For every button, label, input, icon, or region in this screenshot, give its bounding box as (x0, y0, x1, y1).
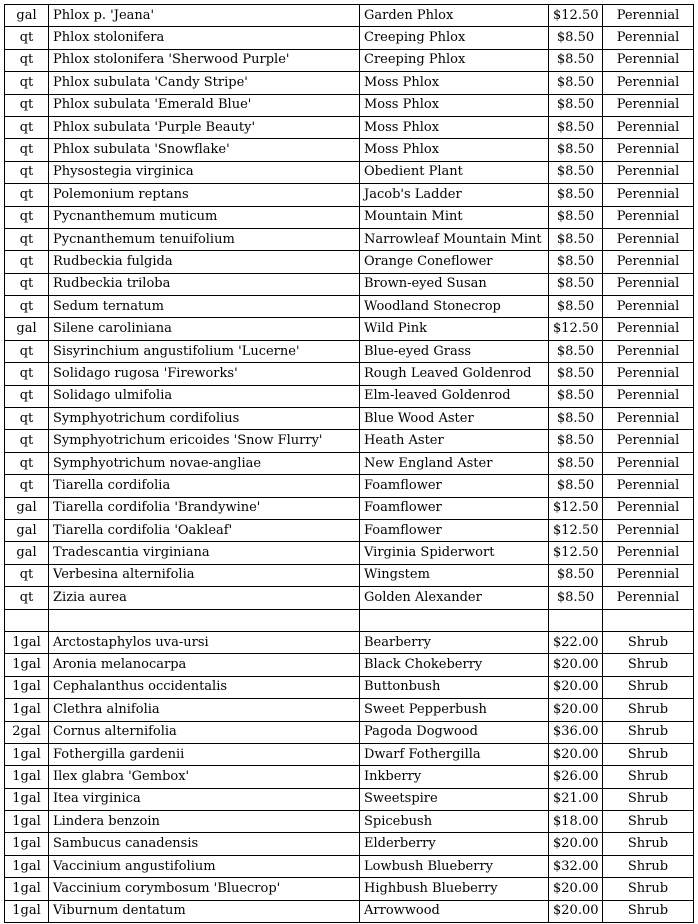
common-name-cell: Inkberry (360, 766, 549, 788)
price-cell: $8.50 (549, 564, 603, 586)
plant-type-cell: Perennial (603, 519, 694, 541)
price-cell: $8.50 (549, 27, 603, 49)
botanical-name-cell: Ilex glabra 'Gembox' (49, 766, 360, 788)
table-row (5, 228, 694, 250)
table-row (5, 206, 694, 228)
plant-type-cell: Perennial (603, 363, 694, 385)
price-cell: $18.00 (549, 811, 603, 833)
botanical-name-cell: Aronia melanocarpa (49, 654, 360, 676)
common-name-cell: Elm-leaved Goldenrod (360, 385, 549, 407)
botanical-name-cell: Silene caroliniana (49, 318, 360, 340)
plant-type-cell: Shrub (603, 699, 694, 721)
size-cell: qt (5, 430, 49, 452)
table-row (5, 296, 694, 318)
table-row (5, 363, 694, 385)
table-row (5, 788, 694, 810)
table-row (5, 855, 694, 877)
size-cell: qt (5, 408, 49, 430)
table-row (5, 452, 694, 474)
table-row (5, 676, 694, 698)
plant-type-cell: Perennial (603, 542, 694, 564)
size-cell: gal (5, 5, 49, 27)
common-name-cell: Foamflower (360, 475, 549, 497)
botanical-name-cell: Phlox subulata 'Purple Beauty' (49, 116, 360, 138)
plant-type-cell: Shrub (603, 788, 694, 810)
table-row (5, 27, 694, 49)
botanical-name-cell: Sedum ternatum (49, 296, 360, 318)
table-row (5, 408, 694, 430)
table-row (5, 587, 694, 609)
table-row (5, 385, 694, 407)
size-cell: 1gal (5, 743, 49, 765)
size-cell: qt (5, 340, 49, 362)
table-row (5, 878, 694, 900)
plant-type-cell: Shrub (603, 900, 694, 922)
common-name-cell: Jacob's Ladder (360, 184, 549, 206)
common-name-cell: Highbush Blueberry (360, 878, 549, 900)
price-cell: $8.50 (549, 587, 603, 609)
plant-type-cell: Shrub (603, 743, 694, 765)
common-name-cell: Blue-eyed Grass (360, 340, 549, 362)
price-cell: $20.00 (549, 676, 603, 698)
common-name-cell: Moss Phlox (360, 116, 549, 138)
common-name-cell: Sweet Pepperbush (360, 699, 549, 721)
plant-type-cell: Shrub (603, 855, 694, 877)
size-cell: qt (5, 94, 49, 116)
common-name-cell: Creeping Phlox (360, 49, 549, 71)
price-cell: $20.00 (549, 833, 603, 855)
table-row (5, 766, 694, 788)
size-cell: 1gal (5, 811, 49, 833)
plant-type-cell: Perennial (603, 72, 694, 94)
common-name-cell: Golden Alexander (360, 587, 549, 609)
section-spacer-row (5, 609, 694, 631)
common-name-cell: Narrowleaf Mountain Mint (360, 228, 549, 250)
botanical-name-cell: Solidago rugosa 'Fireworks' (49, 363, 360, 385)
size-cell: qt (5, 139, 49, 161)
size-cell: qt (5, 273, 49, 295)
price-cell: $8.50 (549, 206, 603, 228)
price-cell: $22.00 (549, 631, 603, 653)
plant-type-cell: Perennial (603, 452, 694, 474)
botanical-name-cell: Polemonium reptans (49, 184, 360, 206)
botanical-name-cell: Cornus alternifolia (49, 721, 360, 743)
table-row (5, 519, 694, 541)
price-cell: $26.00 (549, 766, 603, 788)
table-row (5, 273, 694, 295)
table-row (5, 430, 694, 452)
botanical-name-cell: Cephalanthus occidentalis (49, 676, 360, 698)
empty-cell (549, 609, 603, 631)
botanical-name-cell: Clethra alnifolia (49, 699, 360, 721)
botanical-name-cell: Sambucus canadensis (49, 833, 360, 855)
price-cell: $8.50 (549, 139, 603, 161)
price-cell: $12.50 (549, 542, 603, 564)
botanical-name-cell: Phlox subulata 'Snowflake' (49, 139, 360, 161)
common-name-cell: Orange Coneflower (360, 251, 549, 273)
common-name-cell: Wild Pink (360, 318, 549, 340)
plant-type-cell: Perennial (603, 184, 694, 206)
table-row (5, 116, 694, 138)
price-cell: $8.50 (549, 475, 603, 497)
table-row (5, 49, 694, 71)
size-cell: 1gal (5, 833, 49, 855)
price-cell: $36.00 (549, 721, 603, 743)
size-cell: qt (5, 475, 49, 497)
botanical-name-cell: Phlox p. 'Jeana' (49, 5, 360, 27)
empty-cell (5, 609, 49, 631)
botanical-name-cell: Zizia aurea (49, 587, 360, 609)
botanical-name-cell: Phlox stolonifera (49, 27, 360, 49)
common-name-cell: Rough Leaved Goldenrod (360, 363, 549, 385)
size-cell: qt (5, 296, 49, 318)
plant-type-cell: Shrub (603, 654, 694, 676)
common-name-cell: Virginia Spiderwort (360, 542, 549, 564)
table-row (5, 318, 694, 340)
price-cell: $20.00 (549, 699, 603, 721)
price-cell: $12.50 (549, 497, 603, 519)
plant-type-cell: Perennial (603, 408, 694, 430)
table-row (5, 72, 694, 94)
price-cell: $8.50 (549, 116, 603, 138)
size-cell: 1gal (5, 900, 49, 922)
price-cell: $12.50 (549, 519, 603, 541)
table-row (5, 94, 694, 116)
price-cell: $8.50 (549, 385, 603, 407)
table-row (5, 184, 694, 206)
table-row (5, 251, 694, 273)
size-cell: qt (5, 206, 49, 228)
plant-type-cell: Perennial (603, 139, 694, 161)
botanical-name-cell: Vaccinium corymbosum 'Bluecrop' (49, 878, 360, 900)
botanical-name-cell: Solidago ulmifolia (49, 385, 360, 407)
price-cell: $20.00 (549, 743, 603, 765)
empty-cell (360, 609, 549, 631)
botanical-name-cell: Symphyotrichum cordifolius (49, 408, 360, 430)
plant-type-cell: Shrub (603, 721, 694, 743)
table-row (5, 743, 694, 765)
common-name-cell: Brown-eyed Susan (360, 273, 549, 295)
plant-type-cell: Perennial (603, 251, 694, 273)
price-cell: $8.50 (549, 161, 603, 183)
price-cell: $8.50 (549, 49, 603, 71)
size-cell: 1gal (5, 631, 49, 653)
price-cell: $20.00 (549, 878, 603, 900)
common-name-cell: Dwarf Fothergilla (360, 743, 549, 765)
size-cell: qt (5, 184, 49, 206)
size-cell: qt (5, 116, 49, 138)
table-row (5, 139, 694, 161)
table-row (5, 900, 694, 922)
plant-type-cell: Perennial (603, 273, 694, 295)
botanical-name-cell: Itea virginica (49, 788, 360, 810)
botanical-name-cell: Pycnanthemum tenuifolium (49, 228, 360, 250)
table-body (5, 5, 694, 923)
common-name-cell: Blue Wood Aster (360, 408, 549, 430)
common-name-cell: Woodland Stonecrop (360, 296, 549, 318)
size-cell: 2gal (5, 721, 49, 743)
plant-type-cell: Shrub (603, 631, 694, 653)
plant-type-cell: Perennial (603, 49, 694, 71)
size-cell: qt (5, 452, 49, 474)
botanical-name-cell: Pycnanthemum muticum (49, 206, 360, 228)
common-name-cell: Black Chokeberry (360, 654, 549, 676)
plant-type-cell: Perennial (603, 5, 694, 27)
size-cell: qt (5, 72, 49, 94)
common-name-cell: Obedient Plant (360, 161, 549, 183)
botanical-name-cell: Sisyrinchium angustifolium 'Lucerne' (49, 340, 360, 362)
plant-type-cell: Shrub (603, 811, 694, 833)
price-cell: $8.50 (549, 273, 603, 295)
plant-type-cell: Perennial (603, 475, 694, 497)
price-cell: $8.50 (549, 184, 603, 206)
size-cell: qt (5, 587, 49, 609)
price-cell: $20.00 (549, 900, 603, 922)
common-name-cell: Bearberry (360, 631, 549, 653)
price-cell: $8.50 (549, 228, 603, 250)
common-name-cell: Moss Phlox (360, 94, 549, 116)
plant-type-cell: Perennial (603, 228, 694, 250)
table-row (5, 475, 694, 497)
table-row (5, 699, 694, 721)
botanical-name-cell: Tiarella cordifolia 'Brandywine' (49, 497, 360, 519)
botanical-name-cell: Phlox stolonifera 'Sherwood Purple' (49, 49, 360, 71)
botanical-name-cell: Vaccinium angustifolium (49, 855, 360, 877)
price-cell: $8.50 (549, 94, 603, 116)
plant-type-cell: Shrub (603, 676, 694, 698)
common-name-cell: Buttonbush (360, 676, 549, 698)
table-row (5, 631, 694, 653)
botanical-name-cell: Physostegia virginica (49, 161, 360, 183)
plant-price-table (4, 4, 694, 923)
botanical-name-cell: Fothergilla gardenii (49, 743, 360, 765)
size-cell: 1gal (5, 878, 49, 900)
price-cell: $32.00 (549, 855, 603, 877)
common-name-cell: Wingstem (360, 564, 549, 586)
table-row (5, 497, 694, 519)
size-cell: 1gal (5, 788, 49, 810)
price-cell: $8.50 (549, 452, 603, 474)
table-row (5, 811, 694, 833)
plant-type-cell: Perennial (603, 318, 694, 340)
size-cell: 1gal (5, 654, 49, 676)
botanical-name-cell: Viburnum dentatum (49, 900, 360, 922)
price-cell: $21.00 (549, 788, 603, 810)
plant-type-cell: Shrub (603, 878, 694, 900)
plant-type-cell: Perennial (603, 94, 694, 116)
botanical-name-cell: Phlox subulata 'Candy Stripe' (49, 72, 360, 94)
common-name-cell: Foamflower (360, 497, 549, 519)
botanical-name-cell: Rudbeckia triloba (49, 273, 360, 295)
price-cell: $12.50 (549, 318, 603, 340)
botanical-name-cell: Tiarella cordifolia (49, 475, 360, 497)
table-row (5, 5, 694, 27)
table-row (5, 721, 694, 743)
common-name-cell: Sweetspire (360, 788, 549, 810)
common-name-cell: Lowbush Blueberry (360, 855, 549, 877)
size-cell: qt (5, 564, 49, 586)
common-name-cell: Mountain Mint (360, 206, 549, 228)
common-name-cell: Pagoda Dogwood (360, 721, 549, 743)
table-row (5, 542, 694, 564)
common-name-cell: Creeping Phlox (360, 27, 549, 49)
botanical-name-cell: Tiarella cordifolia 'Oakleaf' (49, 519, 360, 541)
size-cell: gal (5, 497, 49, 519)
plant-type-cell: Perennial (603, 497, 694, 519)
price-cell: $8.50 (549, 430, 603, 452)
plant-type-cell: Shrub (603, 766, 694, 788)
plant-type-cell: Perennial (603, 27, 694, 49)
common-name-cell: Heath Aster (360, 430, 549, 452)
botanical-name-cell: Phlox subulata 'Emerald Blue' (49, 94, 360, 116)
size-cell: gal (5, 519, 49, 541)
plant-type-cell: Perennial (603, 564, 694, 586)
table-row (5, 654, 694, 676)
common-name-cell: Garden Phlox (360, 5, 549, 27)
botanical-name-cell: Symphyotrichum novae-angliae (49, 452, 360, 474)
botanical-name-cell: Tradescantia virginiana (49, 542, 360, 564)
table-row (5, 340, 694, 362)
empty-cell (603, 609, 694, 631)
price-cell: $20.00 (549, 654, 603, 676)
size-cell: gal (5, 318, 49, 340)
size-cell: qt (5, 251, 49, 273)
size-cell: qt (5, 228, 49, 250)
size-cell: qt (5, 161, 49, 183)
size-cell: 1gal (5, 699, 49, 721)
price-cell: $12.50 (549, 5, 603, 27)
size-cell: 1gal (5, 855, 49, 877)
plant-type-cell: Shrub (603, 833, 694, 855)
common-name-cell: New England Aster (360, 452, 549, 474)
botanical-name-cell: Verbesina alternifolia (49, 564, 360, 586)
size-cell: qt (5, 49, 49, 71)
plant-type-cell: Perennial (603, 206, 694, 228)
price-cell: $8.50 (549, 296, 603, 318)
common-name-cell: Spicebush (360, 811, 549, 833)
common-name-cell: Foamflower (360, 519, 549, 541)
price-cell: $8.50 (549, 340, 603, 362)
plant-type-cell: Perennial (603, 116, 694, 138)
table-row (5, 833, 694, 855)
price-cell: $8.50 (549, 363, 603, 385)
size-cell: qt (5, 27, 49, 49)
plant-type-cell: Perennial (603, 385, 694, 407)
size-cell: qt (5, 385, 49, 407)
common-name-cell: Moss Phlox (360, 72, 549, 94)
empty-cell (49, 609, 360, 631)
plant-type-cell: Perennial (603, 587, 694, 609)
botanical-name-cell: Arctostaphylos uva-ursi (49, 631, 360, 653)
common-name-cell: Moss Phlox (360, 139, 549, 161)
botanical-name-cell: Lindera benzoin (49, 811, 360, 833)
plant-type-cell: Perennial (603, 340, 694, 362)
price-cell: $8.50 (549, 251, 603, 273)
plant-type-cell: Perennial (603, 430, 694, 452)
plant-type-cell: Perennial (603, 161, 694, 183)
price-cell: $8.50 (549, 72, 603, 94)
table-row (5, 564, 694, 586)
common-name-cell: Elderberry (360, 833, 549, 855)
table-row (5, 161, 694, 183)
common-name-cell: Arrowwood (360, 900, 549, 922)
size-cell: qt (5, 363, 49, 385)
size-cell: gal (5, 542, 49, 564)
botanical-name-cell: Rudbeckia fulgida (49, 251, 360, 273)
botanical-name-cell: Symphyotrichum ericoides 'Snow Flurry' (49, 430, 360, 452)
size-cell: 1gal (5, 676, 49, 698)
price-cell: $8.50 (549, 408, 603, 430)
size-cell: 1gal (5, 766, 49, 788)
plant-type-cell: Perennial (603, 296, 694, 318)
